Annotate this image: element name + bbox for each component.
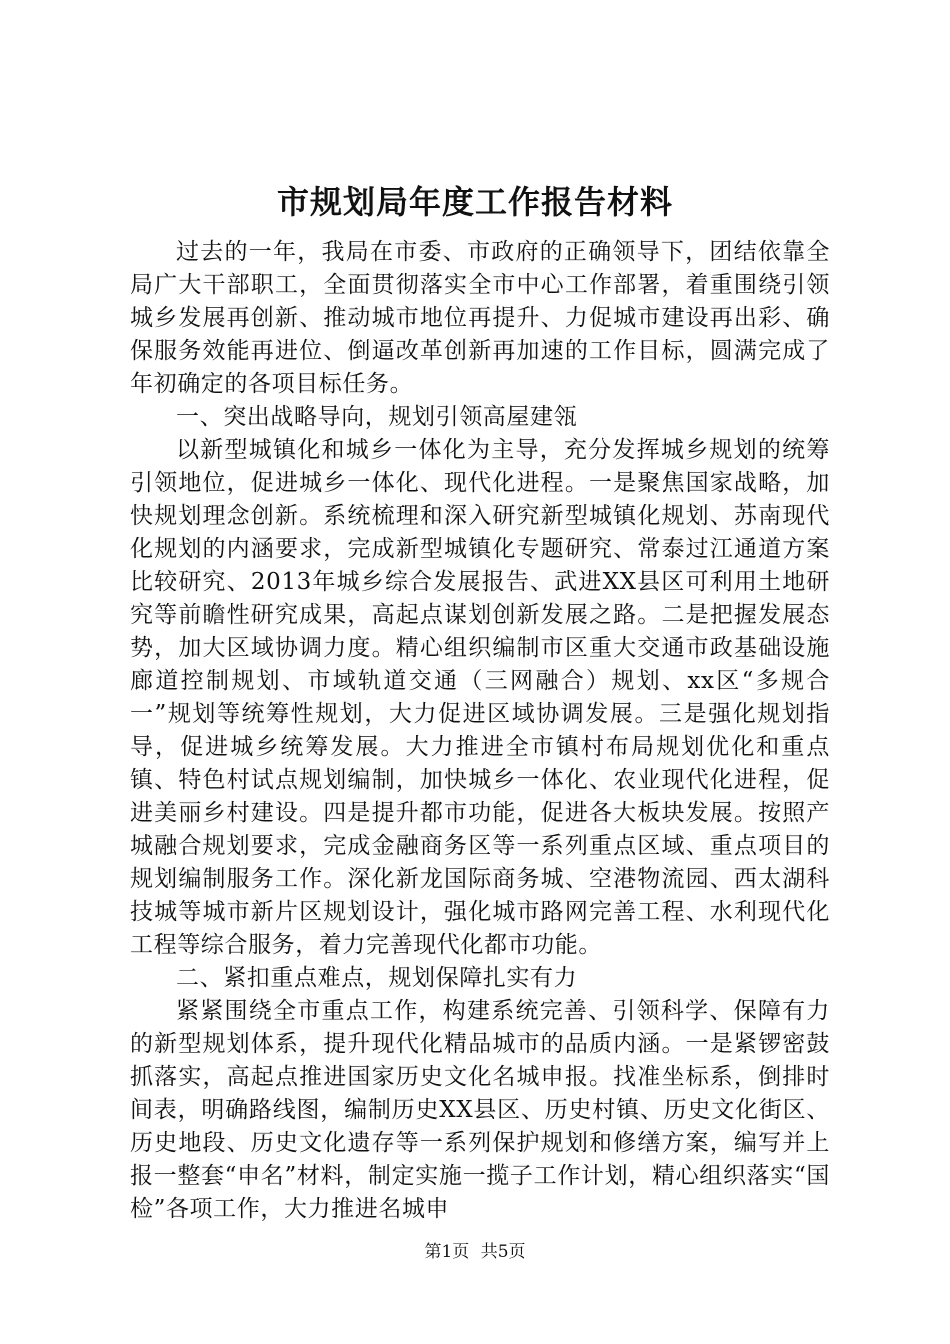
page-number: 第1页 [424, 1242, 470, 1262]
intro-paragraph: 过去的一年，我局在市委、市政府的正确领导下，团结依靠全局广大干部职工，全面贯彻落实全市中心工作部署，着重围绕引领城乡发展再创新、推动城市地位再提升、力促城市建设再出彩、确保服务效能再进位、倒逼改革创新再加速的工作目标，圆满完成了年初确定的各项目标任务。 [130, 239, 830, 397]
document-body [130, 236, 830, 1226]
section-2-paragraph: 紧紧围绕全市重点工作，构建系统完善、引领科学、保障有力的新型规划体系，提升现代化精品城市的品质内涵。一是紧锣密鼓抓落实，高起点推进国家历史文化名城申报。找准坐标系，倒排时间表，明确路线图，编制历史XX县区、历史村镇、历史文化街区、历史地段、历史文化遗存等一系列保护规划和修缮方案，编写并上报一整套“申名”材料，制定实施一揽子工作计划，精心组织落实“国检”各项工作，大力推进名城申 [130, 998, 830, 1222]
section-heading-1: 一、突出战略导向，规划引领高屋建瓴 [176, 404, 578, 430]
page-total: 共5页 [480, 1242, 526, 1262]
section-1-paragraph: 以新型城镇化和城乡一体化为主导，充分发挥城乡规划的统筹引领地位，促进城乡一体化、现代化进程。一是聚焦国家战略，加快规划理念创新。系统梳理和深入研究新型城镇化规划、苏南现代化规划的内涵要求，完成新型城镇化专题研究、常泰过江通道方案比较研究、2013年城乡综合发展报告、武进XX县区可利用土地研究等前瞻性研究成果，高起点谋划创新发展之路。二是把握发展态势，加大区域协调力度。精心组织编制市区重大交通市政基础设施廊道控制规划、市域轨道交通（三网融合）规划、xx区“多规合一”规划等统筹性规划，大力促进区域协调发展。三是强化规划指导，促进城乡统筹发展。大力推进全市镇村布局规划优化和重点镇、特色村试点规划编制，加快城乡一体化、农业现代化进程，促进美丽乡村建设。四是提升都市功能，促进各大板块发展。按照产城融合规划要求，完成金融商务区等一系列重点区域、重点项目的规划编制服务工作。深化新龙国际商务城、空港物流园、西太湖科技城等城市新片区规划设计，强化城市路网完善工程、水利现代化工程等综合服务，着力完善现代化都市功能。 [130, 437, 830, 958]
document-title: 市规划局年度工作报告材料 [276, 183, 673, 221]
section-heading-2: 二、紧扣重点难点，规划保障扎实有力 [176, 965, 578, 991]
page-footer [0, 1240, 950, 1264]
